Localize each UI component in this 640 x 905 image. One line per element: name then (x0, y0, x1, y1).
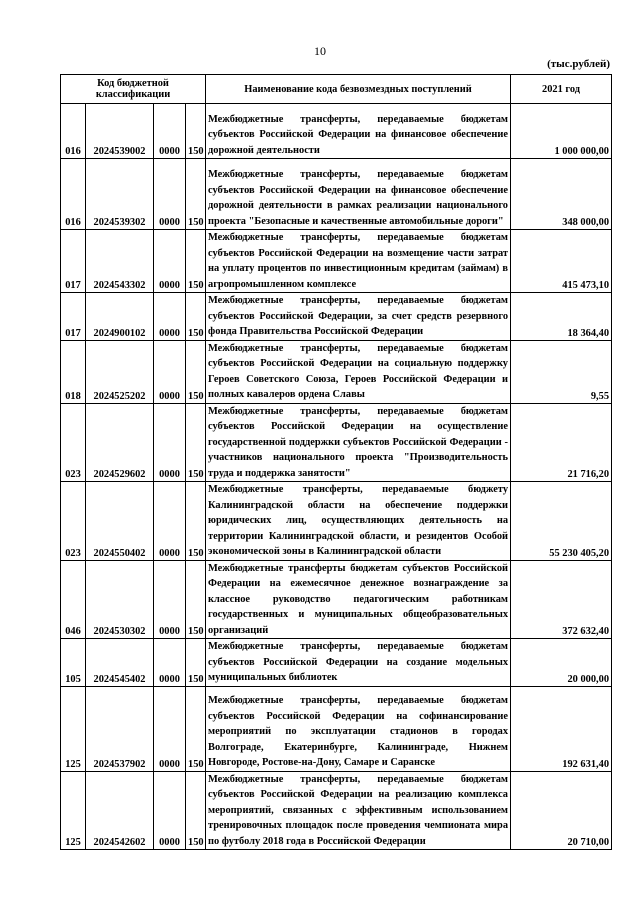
table-row (61, 293, 612, 341)
subtype-code-cell: 0000 (154, 104, 186, 159)
admin-code-cell: 018 (61, 340, 86, 403)
amount-cell: 1 000 000,00 (511, 104, 612, 159)
table-row (61, 104, 612, 159)
admin-code-cell: 125 (61, 771, 86, 850)
type-code-cell: 150 (186, 560, 206, 639)
budget-code-cell: 2024550402 (86, 482, 154, 561)
budget-code-cell: 2024537902 (86, 686, 154, 771)
budget-code-cell: 2024530302 (86, 560, 154, 639)
admin-code-cell: 016 (61, 104, 86, 159)
revenue-name-cell: Межбюджетные трансферты, передаваемые бюджетам субъектов Российской Федерации на социальную поддержку Героев Советского Союза, Героев Российской Федерации и полных кавалеров ордена Славы (206, 340, 511, 403)
table-row (61, 403, 612, 482)
subtype-code-cell: 0000 (154, 771, 186, 850)
budget-code-cell: 2024539002 (86, 104, 154, 159)
revenue-name-cell: Межбюджетные трансферты бюджетам субъектов Российской Федерации на ежемесячное денежное вознаграждение за классное руководство педагогическим работникам государственных и муниципальных общеобразовательных организаций (206, 560, 511, 639)
type-code-cell: 150 (186, 104, 206, 159)
units-label: (тыс.рублей) (547, 58, 610, 70)
revenue-name-cell: Межбюджетные трансферты, передаваемые бюджетам субъектов Российской Федерации на финансовое обеспечение дорожной деятельности (206, 104, 511, 159)
page-number: 10 (314, 44, 326, 58)
budget-code-cell: 2024539302 (86, 159, 154, 230)
type-code-cell: 150 (186, 686, 206, 771)
admin-code-cell: 017 (61, 293, 86, 341)
budget-code-cell: 2024525202 (86, 340, 154, 403)
table-row (61, 560, 612, 639)
header-name: Наименование кода безвозмездных поступлений (206, 75, 511, 104)
type-code-cell: 150 (186, 230, 206, 293)
type-code-cell: 150 (186, 771, 206, 850)
amount-cell: 20 000,00 (511, 639, 612, 687)
table-row (61, 230, 612, 293)
revenue-name-cell: Межбюджетные трансферты, передаваемые бюджетам субъектов Российской Федерации на возмещение части затрат на уплату процентов по инвестиционным кредитам (займам) в агропромышленном комплексе (206, 230, 511, 293)
revenue-name-cell: Межбюджетные трансферты, передаваемые бюджету Калининградской области на обеспечение поддержки юридических лиц, осуществляющих деятельность на территории Калининградской области, и резидентов Особой экономической зоны в Калининградской области (206, 482, 511, 561)
revenue-name-cell: Межбюджетные трансферты, передаваемые бюджетам субъектов Российской Федерации на осуществление государственной поддержки субъектов Российской Федерации - участников национального проекта "Производительность труда и поддержка занятости" (206, 403, 511, 482)
revenue-name-cell: Межбюджетные трансферты, передаваемые бюджетам субъектов Российской Федерации на финансовое обеспечение дорожной деятельности в рамках реализации национального проекта "Безопасные и качественные автомобильные дороги" (206, 159, 511, 230)
subtype-code-cell: 0000 (154, 560, 186, 639)
amount-cell: 18 364,40 (511, 293, 612, 341)
budget-code-cell: 2024545402 (86, 639, 154, 687)
amount-cell: 20 710,00 (511, 771, 612, 850)
amount-cell: 192 631,40 (511, 686, 612, 771)
admin-code-cell: 105 (61, 639, 86, 687)
subtype-code-cell: 0000 (154, 482, 186, 561)
amount-cell: 55 230 405,20 (511, 482, 612, 561)
budget-code-cell: 2024529602 (86, 403, 154, 482)
table-row (61, 771, 612, 850)
type-code-cell: 150 (186, 639, 206, 687)
type-code-cell: 150 (186, 293, 206, 341)
admin-code-cell: 023 (61, 482, 86, 561)
amount-cell: 415 473,10 (511, 230, 612, 293)
revenue-name-cell: Межбюджетные трансферты, передаваемые бюджетам субъектов Российской Федерации на софинансирование мероприятий по эксплуатации стадионов в городах Волгограде, Екатеринбурге, Калининграде, Нижнем Новгороде, Ростове-на-Дону, Самаре и Саранске (206, 686, 511, 771)
revenue-name-cell: Межбюджетные трансферты, передаваемые бюджетам субъектов Российской Федерации, за счет средств резервного фонда Правительства Российской Федерации (206, 293, 511, 341)
type-code-cell: 150 (186, 403, 206, 482)
admin-code-cell: 023 (61, 403, 86, 482)
amount-cell: 9,55 (511, 340, 612, 403)
type-code-cell: 150 (186, 340, 206, 403)
budget-code-cell: 2024900102 (86, 293, 154, 341)
subtype-code-cell: 0000 (154, 159, 186, 230)
table-row (61, 482, 612, 561)
admin-code-cell: 016 (61, 159, 86, 230)
admin-code-cell: 017 (61, 230, 86, 293)
admin-code-cell: 046 (61, 560, 86, 639)
subtype-code-cell: 0000 (154, 293, 186, 341)
subtype-code-cell: 0000 (154, 230, 186, 293)
revenue-name-cell: Межбюджетные трансферты, передаваемые бюджетам субъектов Российской Федерации на реализацию комплекса мероприятий, связанных с эффективным использованием тренировочных площадок после проведения чемпионата мира по футболу 2018 года в Российской Федерации (206, 771, 511, 850)
subtype-code-cell: 0000 (154, 639, 186, 687)
amount-cell: 372 632,40 (511, 560, 612, 639)
amount-cell: 348 000,00 (511, 159, 612, 230)
table-row (61, 159, 612, 230)
subtype-code-cell: 0000 (154, 340, 186, 403)
type-code-cell: 150 (186, 159, 206, 230)
header-code: Код бюджетной классификации (61, 75, 206, 104)
budget-table (60, 74, 612, 850)
revenue-name-cell: Межбюджетные трансферты, передаваемые бюджетам субъектов Российской Федерации на создание модельных муниципальных библиотек (206, 639, 511, 687)
type-code-cell: 150 (186, 482, 206, 561)
table-row (61, 340, 612, 403)
budget-code-cell: 2024542602 (86, 771, 154, 850)
budget-code-cell: 2024543302 (86, 230, 154, 293)
table-row (61, 639, 612, 687)
header-year: 2021 год (511, 75, 612, 104)
amount-cell: 21 716,20 (511, 403, 612, 482)
subtype-code-cell: 0000 (154, 403, 186, 482)
table-row (61, 686, 612, 771)
table-header-row (61, 75, 612, 104)
subtype-code-cell: 0000 (154, 686, 186, 771)
admin-code-cell: 125 (61, 686, 86, 771)
